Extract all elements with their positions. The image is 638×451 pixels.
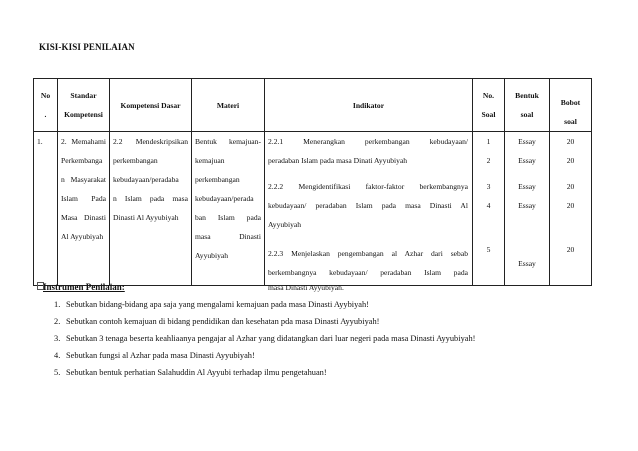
table-header-row — [34, 79, 592, 132]
header-materi: Materi — [192, 79, 265, 132]
indikator-3-line-1: 2.2.3 Menjelaskan pengembangan al Azhar dari sebab — [268, 249, 468, 258]
header-standar-kompetensi: Standar Kompetensi — [58, 79, 110, 132]
header-bentuk-soal: Bentuk soal — [505, 79, 550, 132]
cell-bobot-soal: 20 20 20 20 20 — [550, 132, 592, 286]
indikator-2-line-1: 2.2.2 Mengidentifikasi faktor-faktor berkembangnya — [268, 182, 468, 191]
cell-kompetensi-dasar: 2.2 Mendeskripsikan perkembangan kebudayaan/peradaba n Islam pada masa Dinasti Al Ayyubiyah — [110, 132, 192, 286]
cell-no-soal: 1 2 3 4 5 — [473, 132, 505, 286]
list-item: 1. Sebutkan bidang-bidang apa saja yang mengalami kemajuan pada masa Dinasti Ayybiyah! — [54, 300, 369, 309]
cell-bentuk-soal: Essay Essay Essay Essay Essay — [505, 132, 550, 286]
indikator-3-line-2: berkembangnya kebudayaan/ peradaban Islam pada — [268, 268, 468, 277]
list-item: 2. Sebutkan contoh kemajuan di bidang pendidikan dan kesehatan pda masa Dinasti Ayyubiyah! — [54, 317, 380, 326]
header-kompetensi-dasar: Kompetensi Dasar — [110, 79, 192, 132]
page-title: KISI-KISI PENILAIAN — [39, 42, 135, 52]
indikator-2-line-3: Ayyubiyah — [268, 220, 302, 229]
indikator-3-line-3: masa Dinasti Ayyubiyah. — [268, 283, 344, 292]
header-indikator: Indikator — [265, 79, 473, 132]
table-row — [34, 132, 592, 286]
header-no: No . — [34, 79, 58, 132]
list-item: 5. Sebutkan bentuk perhatian Salahuddin Al Ayyubi terhadap ilmu pengetahuan! — [54, 368, 327, 377]
cell-standar-kompetensi: 2. Memahami Perkembanga n Masyarakat Islam Pada Masa Dinasti Al Ayyubiyah — [58, 132, 110, 286]
indikator-2-line-2: kebudayaan/ peradaban Islam pada masa Dinasti Al — [268, 201, 468, 210]
indikator-1-line-2: peradaban Islam pada masa Dinati Ayyubiyah — [268, 156, 408, 165]
indikator-1-line-1: 2.2.1 Menerangkan perkembangan kebudayaan/ — [268, 137, 468, 146]
cell-no: 1. — [34, 132, 58, 286]
cell-indikator — [265, 132, 473, 292]
question-list — [54, 298, 475, 383]
list-item: 3. Sebutkan 3 tenaga beserta keahliaanya pengajar al Azhar yang didatangkan dari luar negeri pada masa Dinasti Ayyubiyah! — [54, 334, 476, 343]
list-item: 4. Sebutkan fungsi al Azhar pada masa Dinasti Ayyubiyah! — [54, 351, 255, 360]
header-bobot-soal: Bobot soal — [550, 79, 592, 132]
instrumen-heading: Instrumen Penilaian: — [43, 282, 125, 292]
header-no-soal: No. Soal — [473, 79, 505, 132]
cell-materi: Bentuk kemajuan- kemajuan perkembangan kebudayaan/perada ban Islam pada masa Dinasti Ayyubiyah — [192, 132, 265, 286]
